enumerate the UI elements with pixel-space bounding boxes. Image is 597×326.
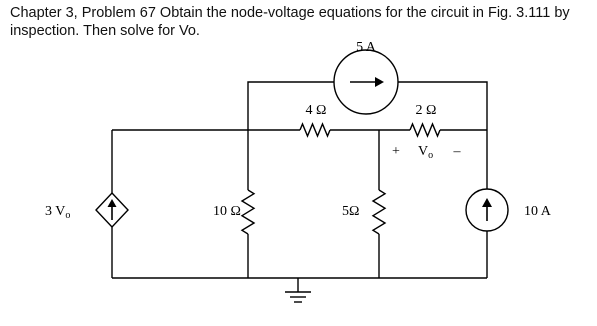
- label-5-ohm: 5Ω: [342, 204, 360, 219]
- vo-plus: +: [392, 144, 400, 159]
- vo-text: [418, 144, 433, 161]
- problem-line-1: Chapter 3, Problem 67 Obtain the node-voltage equations for the circuit in Fig. 3.111 by: [10, 5, 570, 21]
- current-source-5a: [334, 50, 398, 114]
- vo-subscript: o: [428, 150, 434, 161]
- dep-source-subscript: o: [65, 210, 71, 221]
- ground-icon: [285, 292, 311, 302]
- label-5a: 5 A: [356, 40, 376, 55]
- problem-line-2: inspection. Then solve for Vo.: [10, 23, 200, 39]
- label-dep-source: [45, 204, 70, 221]
- vo-minus: –: [453, 144, 461, 159]
- resistor-10-ohm: [242, 190, 254, 234]
- resistor-2-ohm: [410, 124, 440, 136]
- dependent-current-source: [96, 193, 128, 227]
- resistor-4-ohm: [300, 124, 330, 136]
- label-4-ohm: 4 Ω: [305, 103, 327, 118]
- label-2-ohm: 2 Ω: [415, 103, 437, 118]
- vo-label: V: [418, 144, 429, 159]
- label-10a: 10 A: [524, 204, 551, 219]
- label-10-ohm: 10 Ω: [213, 204, 241, 219]
- dep-source-label: 3 V: [45, 204, 66, 219]
- vo-polarity-label: [392, 144, 461, 161]
- current-source-10a: [466, 189, 508, 231]
- resistor-5-ohm: [373, 190, 385, 234]
